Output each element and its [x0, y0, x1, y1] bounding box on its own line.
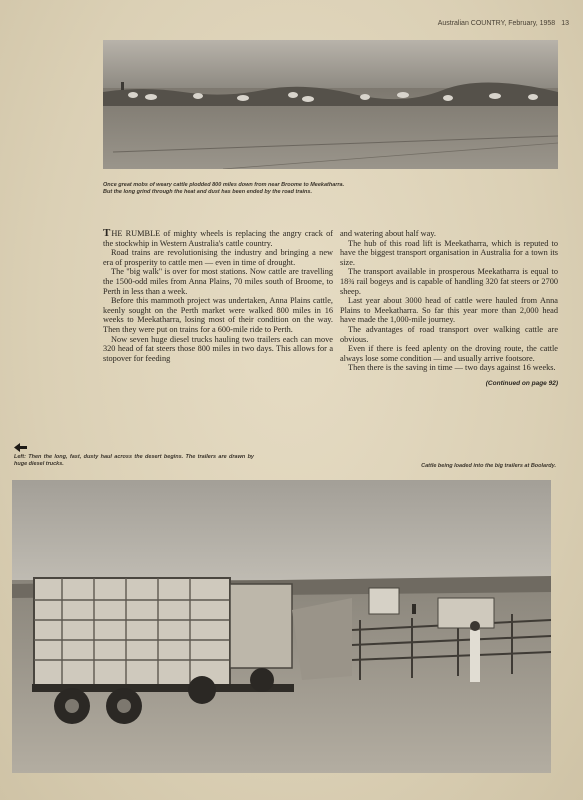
article-paragraph: Now seven huge diesel trucks hauling two trailers each can move 320 head of fat steers those 800 miles in two days. This allows for a stopover for feeding [103, 334, 333, 363]
bottom-right-caption: Cattle being loaded into the big trailers at Boolardy. [421, 463, 556, 469]
article-paragraph: Even if there is feed aplenty on the droving route, the cattle always lose some condition — and usually arrive footsore. [340, 344, 558, 363]
drop-cap: T [103, 227, 111, 239]
arrow-left-icon [14, 443, 27, 452]
lead-text: of mighty wheels is replacing the angry crack of the stockwhip in Western Australia's cattle country. [103, 229, 333, 248]
article-paragraph: The advantages of road transport over walking cattle are obvious. [340, 324, 558, 344]
article-paragraph: Last year about 3000 head of cattle were hauled from Anna Plains to Meekatharra. So far this year more than 2,000 head have made the 1,000-mile journey. [340, 296, 558, 325]
top-caption-line-1: Once great mobs of weary cattle plodded 800 miles down from near Broome to Meekatharra. [103, 182, 345, 188]
article-paragraph: The "big walk" is over for most stations. Now cattle are travelling the 1500-odd miles from Anna Plains, 70 miles south of Broome, to Perth in less than a week. [103, 267, 333, 296]
road-train-loading-photo [12, 480, 551, 773]
top-photo-caption [103, 182, 558, 196]
article-paragraph: Before this mammoth project was undertaken, Anna Plains cattle, keenly sought on the Perth market were walked 800 miles in 16 weeks to Meekatharra, losing most of their condition on the way. Then they were put on trains for a 600-mile ride to Perth. [103, 296, 333, 334]
article-left-column [103, 229, 333, 363]
article-paragraph: Then there is the saving in time — two days against 16 weeks. [348, 363, 556, 373]
article-paragraph: The hub of this road lift is Meekatharra, which is reputed to have the biggest transport organisation in Australia for a town its size. [340, 238, 558, 267]
bottom-left-caption: Left: Then the long, fast, dusty haul across the desert begins. The trailers are drawn by huge diesel trucks. [14, 454, 254, 467]
top-caption-line-2: But the long grind through the heat and dust has been ended by the road trains. [103, 189, 313, 195]
article-right-column [340, 229, 558, 389]
article-paragraph: and watering about half way. [340, 229, 436, 238]
lead-caps: HE RUMBLE [111, 229, 161, 238]
publication-line: Australian COUNTRY, February, 1958 [437, 20, 556, 27]
cattle-mob-photo [103, 40, 558, 169]
page-header [438, 20, 569, 27]
page-number: 13 [561, 20, 569, 27]
continued-notice: (Continued on page 92) [485, 379, 558, 387]
article-paragraph: Road trains are revolutionising the industry and bringing a new era of prosperity to cattle men — even in time of drought. [103, 248, 333, 267]
article-paragraph [103, 229, 333, 248]
article-paragraph: The transport available in prosperous Meekatharra is equal to 18¾ rail bogeys and is capable of handling 320 fat steers or 2700 sheep. [340, 267, 558, 296]
